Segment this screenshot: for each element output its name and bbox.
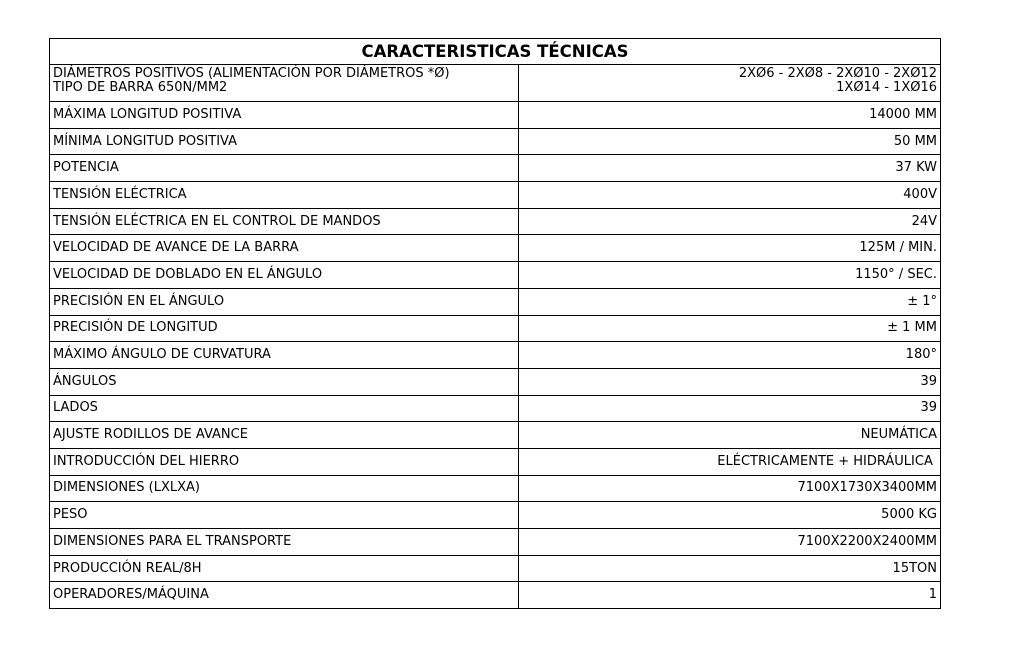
table-row (50, 395, 941, 422)
row-value: 39 (519, 368, 941, 395)
row-value: 7100X1730X3400MM (519, 475, 941, 502)
row-value: 14000 MM (519, 102, 941, 129)
row-value-line: 1XØ14 - 1XØ16 (836, 80, 937, 95)
table-row (50, 368, 941, 395)
row-label: DIMENSIONES PARA EL TRANSPORTE (50, 529, 519, 556)
row-label: OPERADORES/MÁQUINA (50, 582, 519, 609)
row-label: LADOS (50, 395, 519, 422)
table-row (50, 475, 941, 502)
row-value: 39 (519, 395, 941, 422)
row-value: 24V (519, 208, 941, 235)
table-row (50, 262, 941, 289)
table-row (50, 102, 941, 129)
row-label: MÍNIMA LONGITUD POSITIVA (50, 128, 519, 155)
row-value: 400V (519, 182, 941, 209)
row-label: PRECISIÓN EN EL ÁNGULO (50, 288, 519, 315)
table-row (50, 448, 941, 475)
table-row (50, 555, 941, 582)
row-value: 180° (519, 342, 941, 369)
row-label: MÁXIMA LONGITUD POSITIVA (50, 102, 519, 129)
table-row (50, 65, 941, 102)
row-value: 7100X2200X2400MM (519, 529, 941, 556)
table-row (50, 529, 941, 556)
row-label-line: DIÁMETROS POSITIVOS (ALIMENTACIÓN POR DIÁMETROS *Ø) (53, 66, 450, 81)
row-value-line: 2XØ6 - 2XØ8 - 2XØ10 - 2XØ12 (738, 66, 937, 81)
row-label: PESO (50, 502, 519, 529)
table-row (50, 582, 941, 609)
row-label: PRECISIÓN DE LONGITUD (50, 315, 519, 342)
table-body (50, 65, 941, 609)
table-row (50, 155, 941, 182)
row-value: ± 1° (519, 288, 941, 315)
table-row (50, 182, 941, 209)
row-value (519, 65, 941, 102)
row-label: ÁNGULOS (50, 368, 519, 395)
table-row (50, 208, 941, 235)
row-value: 5000 KG (519, 502, 941, 529)
row-value: 15TON (519, 555, 941, 582)
table-row (50, 315, 941, 342)
row-label (50, 65, 519, 102)
row-label: DIMENSIONES (LXLXA) (50, 475, 519, 502)
table-row (50, 422, 941, 449)
row-value: 1150° / SEC. (519, 262, 941, 289)
row-label: POTENCIA (50, 155, 519, 182)
row-label: PRODUCCIÓN REAL/8H (50, 555, 519, 582)
table-row (50, 235, 941, 262)
specs-table (49, 38, 941, 609)
row-label: INTRODUCCIÓN DEL HIERRO (50, 448, 519, 475)
table-title: CARACTERISTICAS TÉCNICAS (50, 39, 941, 65)
row-value: ± 1 MM (519, 315, 941, 342)
row-label: VELOCIDAD DE AVANCE DE LA BARRA (50, 235, 519, 262)
row-label: TENSIÓN ELÉCTRICA (50, 182, 519, 209)
row-label: MÁXIMO ÁNGULO DE CURVATURA (50, 342, 519, 369)
row-label: VELOCIDAD DE DOBLADO EN EL ÁNGULO (50, 262, 519, 289)
row-label-line: TIPO DE BARRA 650N/MM2 (53, 80, 228, 95)
table-row (50, 502, 941, 529)
table-row (50, 288, 941, 315)
table-row (50, 342, 941, 369)
row-value: 50 MM (519, 128, 941, 155)
row-label: TENSIÓN ELÉCTRICA EN EL CONTROL DE MANDOS (50, 208, 519, 235)
row-value: 125M / MIN. (519, 235, 941, 262)
table-header-row (50, 39, 941, 65)
row-label: AJUSTE RODILLOS DE AVANCE (50, 422, 519, 449)
row-value: 1 (519, 582, 941, 609)
row-value: NEUMÁTICA (519, 422, 941, 449)
row-value: ELÉCTRICAMENTE + HIDRÁULICA (519, 448, 941, 475)
row-value: 37 KW (519, 155, 941, 182)
table-row (50, 128, 941, 155)
